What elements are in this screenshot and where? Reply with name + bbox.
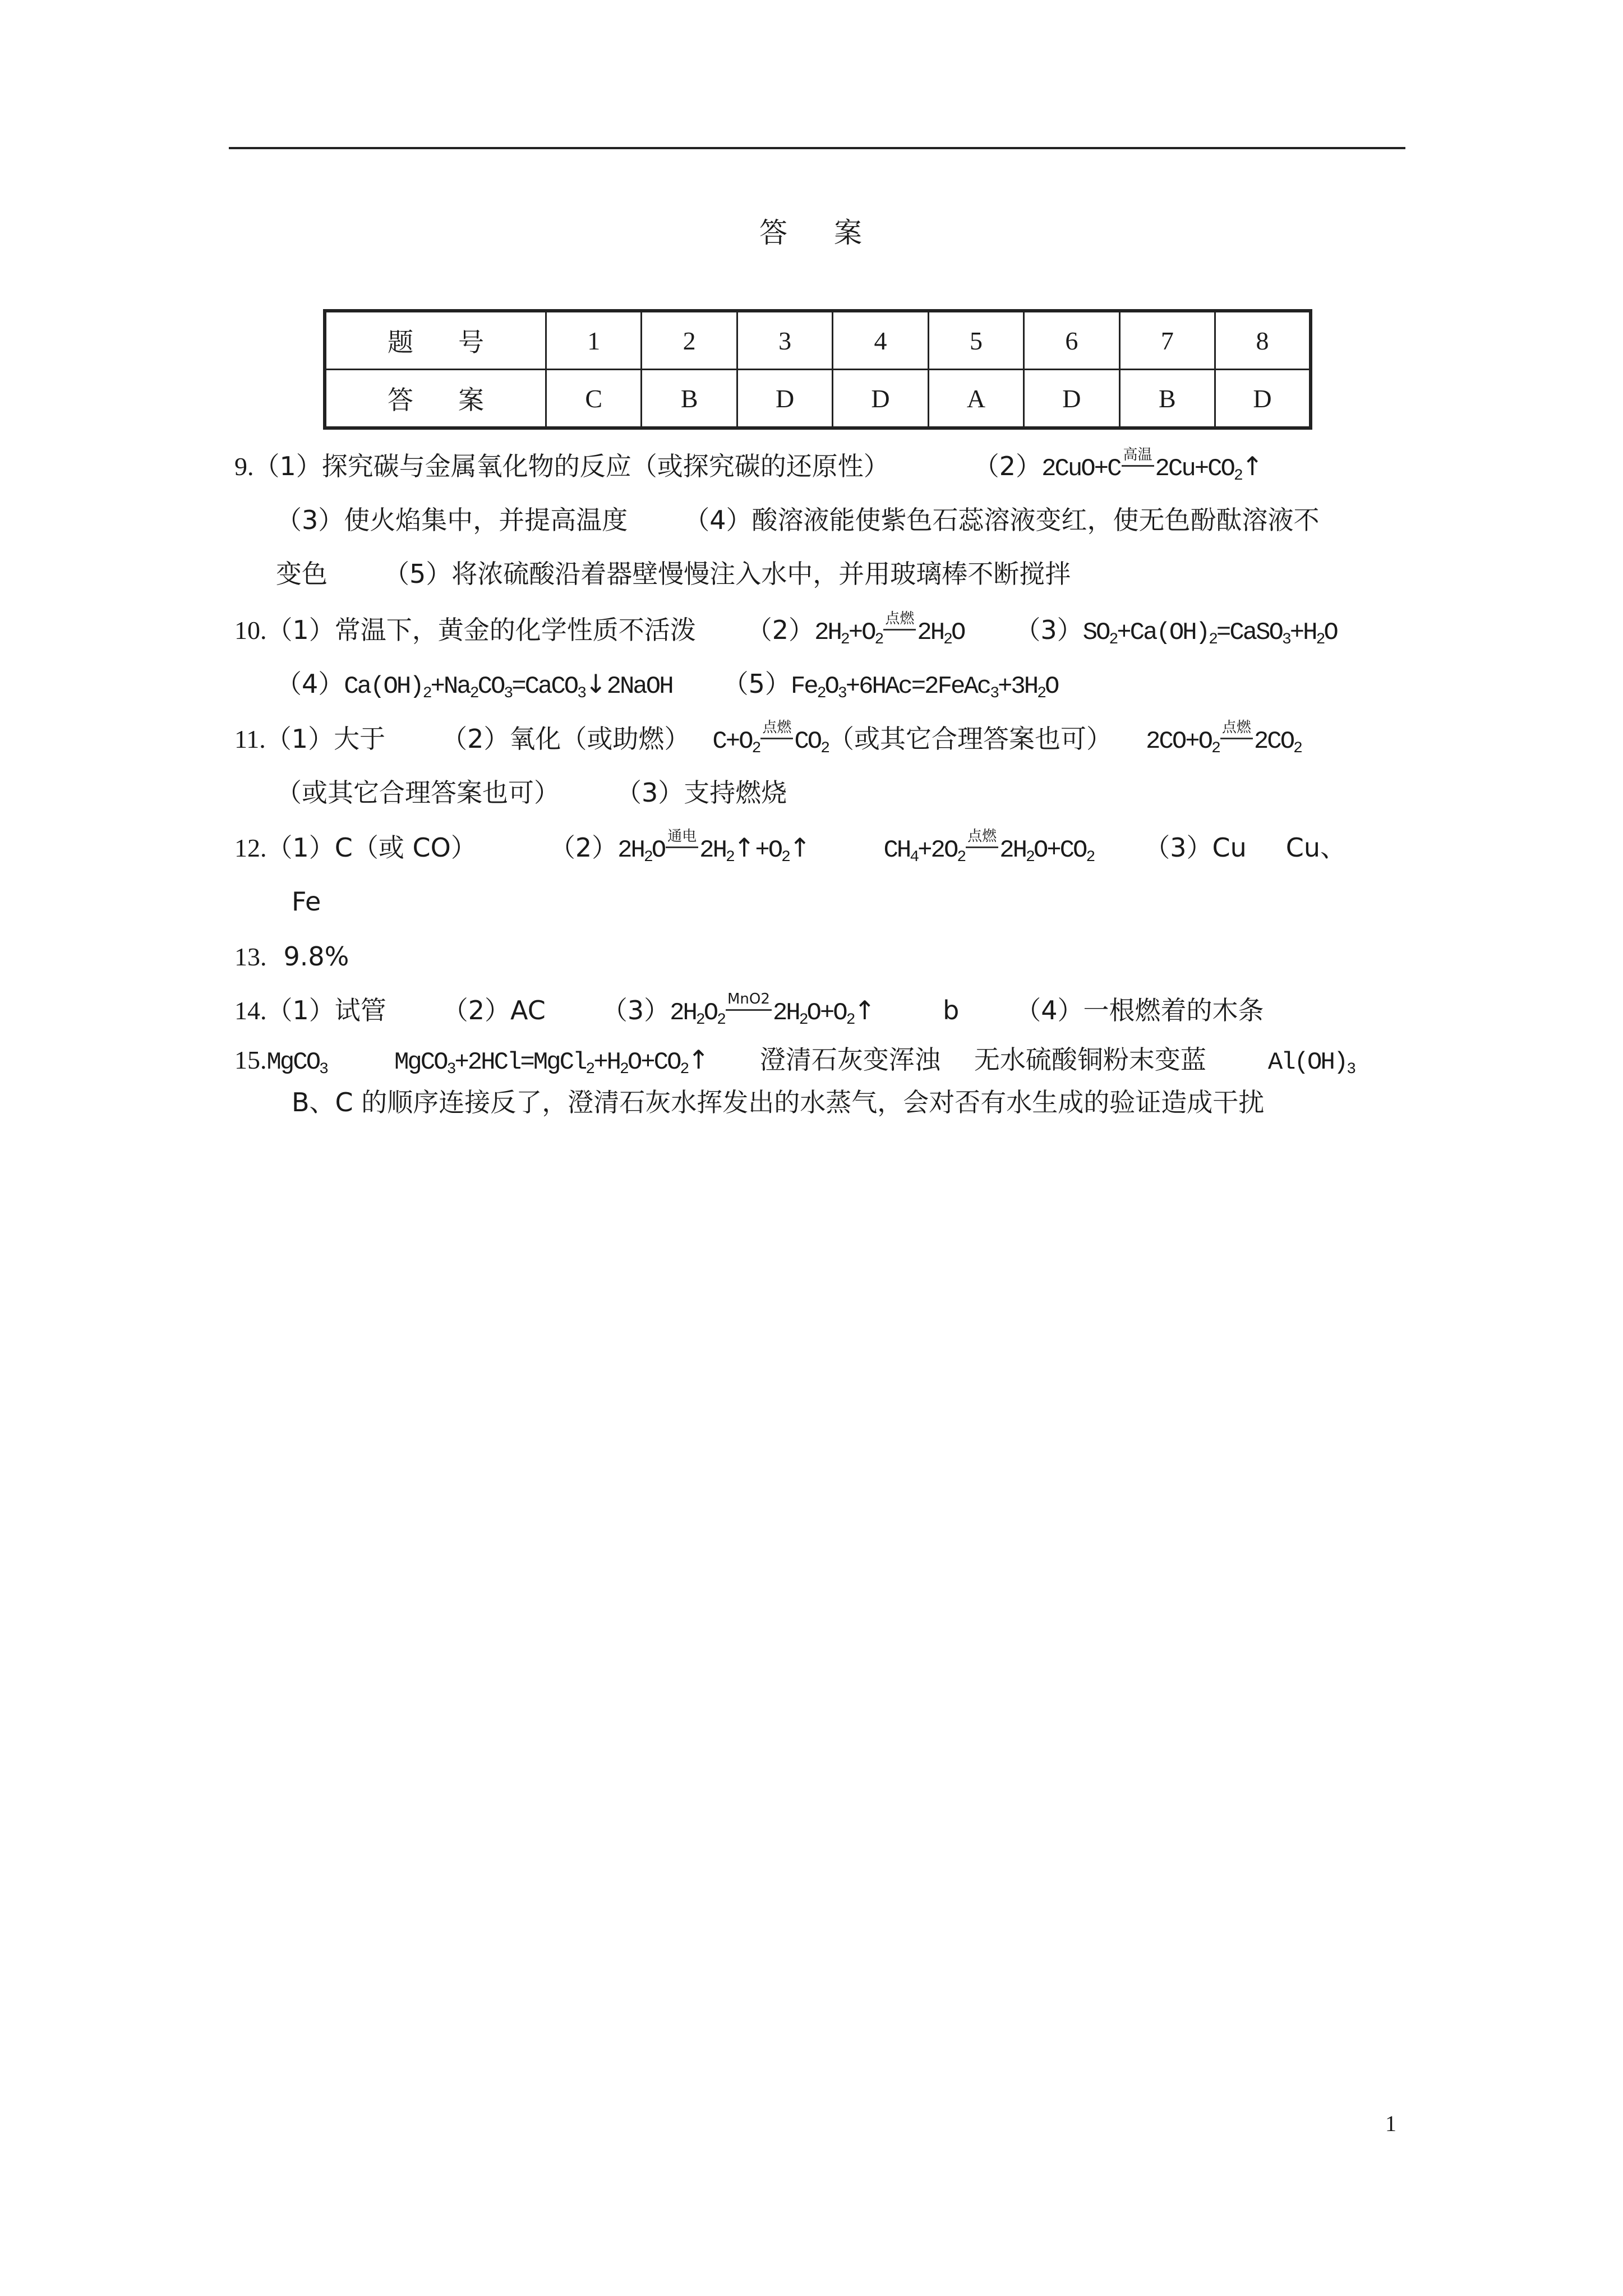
question-number-cell: 1 (546, 311, 642, 370)
page-number: 1 (1385, 2111, 1396, 2136)
answer-11-line-2: （或其它合理答案也可） （3）支持燃烧 (276, 777, 787, 808)
answer-10-line-1: 10.（1）常温下，黄金的化学性质不活泼 $(2)2H_2+O_2^{点燃}$ $2H_2O$ $(3)SO_2+Ca(OH)_2=CaSO_3+H_2O$ (234, 610, 1337, 648)
answer-11-line-1: 11.（1）大于 （2）氧化（或助燃） $C+O_2^{点燃}$ $CO_2$（或其它合理答案也可） $2CO+O_2^{点燃}$ $2CO_2$ (234, 719, 1301, 757)
reaction-condition: 点燃 (760, 722, 793, 739)
answer-15-line-1: 15.MgCO$_3$ $MgCO_3+2HCl=MgCl_2+H_2O+CO_2↑$ 澄清石灰变浑浊 无水硫酸铜粉末变蓝 $Al(OH)_3$ (234, 1045, 1355, 1078)
reaction-condition: MnO2 (726, 993, 772, 1011)
row-header-question-number: 题 号 (325, 311, 546, 370)
question-number-cell: 3 (737, 311, 832, 370)
table-row (325, 370, 1311, 429)
reaction-condition: 高温 (1122, 449, 1154, 467)
question-number-cell: 5 (928, 311, 1023, 370)
answer-cell: D (833, 370, 928, 429)
answer-12-line-1: 12.（1）C（或 CO） $(2)2H_2O$ $^{通电}$ $2H_2↑+O_2↑$ $CH_4+2O_2^{点燃}$ $2H_2O+CO_2$ （3）Cu Cu、 (234, 828, 1347, 866)
answer-cell: B (642, 370, 737, 429)
answer-15-line-2: B、C 的顺序连接反了，澄清石灰水挥发出的水蒸气，会对否有水生成的验证造成干扰 (292, 1087, 1265, 1117)
header-rule (229, 147, 1405, 149)
answer-table (323, 309, 1312, 430)
table-row (325, 311, 1311, 370)
row-header-answer: 答 案 (325, 370, 546, 429)
answer-cell: D (737, 370, 832, 429)
question-number-cell: 8 (1215, 311, 1311, 370)
question-number-cell: 4 (833, 311, 928, 370)
answer-14: 14.（1）试管 （2）AC $(3)2H_2O_2^{MnO2}$ $2H_2O+O_2↑$ b （4）一根燃着的木条 (234, 991, 1264, 1029)
answer-cell: A (928, 370, 1023, 429)
answer-10-line-2: $(4)Ca(OH)_2+Na_2CO_3=CaCO_3↓2NaOH$ $(5)Fe_2O_3+6HAc=2FeAc_3+3H_2O$ (276, 669, 1058, 702)
answer-cell: C (546, 370, 642, 429)
reaction-condition: 点燃 (966, 831, 998, 848)
answer-9-line-2: （3）使火焰集中，并提高温度 （4）酸溶液能使紫色石蕊溶液变红，使无色酚酞溶液不 (276, 505, 1320, 535)
answer-9-line-1: 9.（1）探究碳与金属氧化物的反应（或探究碳的还原性） （2）2CuO+C $^{高温}$ $2Cu+CO_2↑$ (234, 447, 1264, 485)
answer-9-line-3: 变色 （5）将浓硫酸沿着器壁慢慢注入水中，并用玻璃棒不断搅拌 (276, 559, 1071, 589)
reaction-condition: 点燃 (1220, 722, 1253, 739)
answer-cell: D (1215, 370, 1311, 429)
answer-cell: D (1024, 370, 1119, 429)
question-number-cell: 2 (642, 311, 737, 370)
reaction-condition: 通电 (666, 831, 698, 848)
page-title: 答 案 (759, 217, 864, 249)
answer-13: 13. 9.8% (234, 941, 349, 972)
answer-cell: B (1119, 370, 1215, 429)
question-number-cell: 7 (1119, 311, 1215, 370)
answer-12-line-2: Fe (292, 886, 321, 917)
reaction-condition: 点燃 (883, 613, 916, 631)
question-number-cell: 6 (1024, 311, 1119, 370)
